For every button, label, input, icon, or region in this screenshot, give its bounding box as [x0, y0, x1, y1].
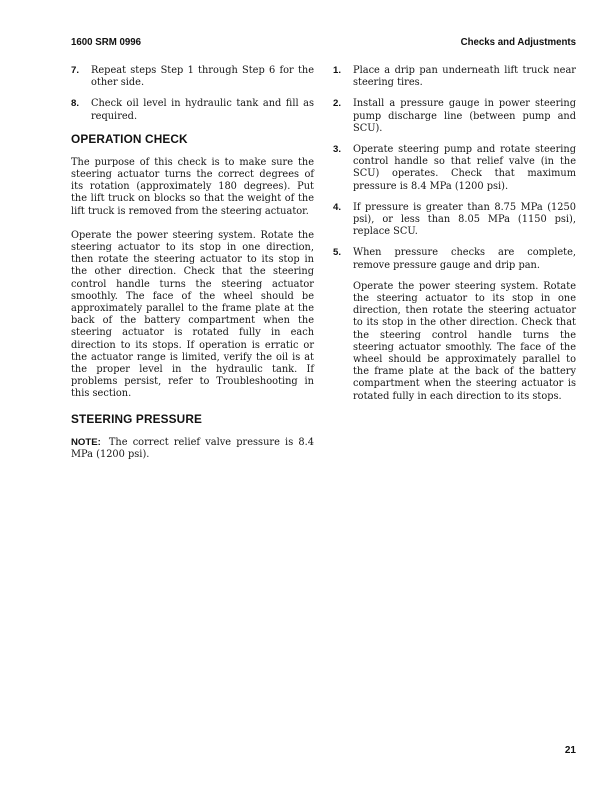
note-label: NOTE: [71, 436, 101, 448]
list-item-number: 8. [71, 98, 80, 110]
list-item-number: 2. [333, 98, 342, 110]
list-item-2 [333, 98, 576, 135]
list-item-5 [333, 247, 576, 271]
list-item-number: 5. [333, 247, 342, 259]
list-item-1 [333, 65, 576, 89]
page-number: 21 [564, 745, 576, 756]
list-item-text: Operate steering pump and rotate steering control handle so that relief valve (in the SCU) operates. Check that maximum pressure is 8.4 MPa (1200 psi). [353, 144, 576, 192]
note-paragraph [71, 437, 314, 461]
section-heading-operation-check: OPERATION CHECK [71, 131, 188, 146]
page-header [71, 38, 576, 48]
list-item-number: 7. [71, 65, 80, 76]
list-item-number: 4. [333, 201, 342, 213]
header-section-title: Checks and Adjustments [460, 37, 576, 48]
paragraph-steering-pressure: Operate the power steering system. Rotate the steering actuator to its stop in one direction, then rotate the steering actuator to its stop in the other direction. Check that the steering control handle turns the steering actuator smoothly. The face of the wheel should be approximately parallel to the frame plate at the back of the battery compartment when the steering actuator is rotated fully in each direction to its stops. [353, 280, 576, 402]
list-item-text: Place a drip pan underneath lift truck near steering tires. [353, 65, 576, 89]
list-item-text: When pressure checks are complete, remove pressure gauge and drip pan. [353, 247, 576, 271]
right-column [333, 65, 576, 473]
list-item-8 [71, 98, 314, 122]
section-heading-steering-pressure: STEERING PRESSURE [71, 411, 203, 426]
list-item-number: 1. [333, 65, 342, 76]
paragraph-operation-check-1: The purpose of this check is to make sure the steering actuator turns the correct degrees of its rotation (approximately 180 degrees). Put the lift truck on blocks so that the weight of the lift truck is removed from the steering actuator. [71, 156, 314, 217]
header-document-code: 1600 SRM 0996 [71, 37, 142, 48]
list-item-3 [333, 144, 576, 193]
paragraph-operation-check-2: Operate the power steering system. Rotate the steering actuator to its stop in one direction, then rotate the steering actuator to its stop in the other direction. Check that the steering control handle turns the steering actuator smoothly. The face of the wheel should be approximately parallel to the frame plate at the back of the battery compartment when the steering actuator is rotated fully in each direction to its stops. If operation is erratic or the actuator range is limited, verify the oil is at the proper level in the hydraulic tank. If problems persist, refer to Troubleshooting in this section. [71, 229, 314, 400]
list-item-text: If pressure is greater than 8.75 MPa (1250 psi), or less than 8.05 MPa (1150 psi), replace SCU. [353, 201, 576, 238]
list-item-text: Install a pressure gauge in power steering pump discharge line (between pump and SCU). [353, 98, 576, 134]
list-item-number: 3. [333, 144, 342, 156]
list-item-text: Repeat steps Step 1 through Step 6 for the other side. [91, 65, 314, 89]
list-item-text: Check oil level in hydraulic tank and fill as required. [91, 98, 314, 122]
content-columns [71, 65, 576, 473]
note-text: The correct relief valve pressure is 8.4 MPa (1200 psi). [71, 436, 314, 460]
list-item-7 [71, 65, 314, 89]
list-item-4 [333, 202, 576, 239]
page-footer [71, 746, 576, 756]
left-column [71, 65, 314, 473]
